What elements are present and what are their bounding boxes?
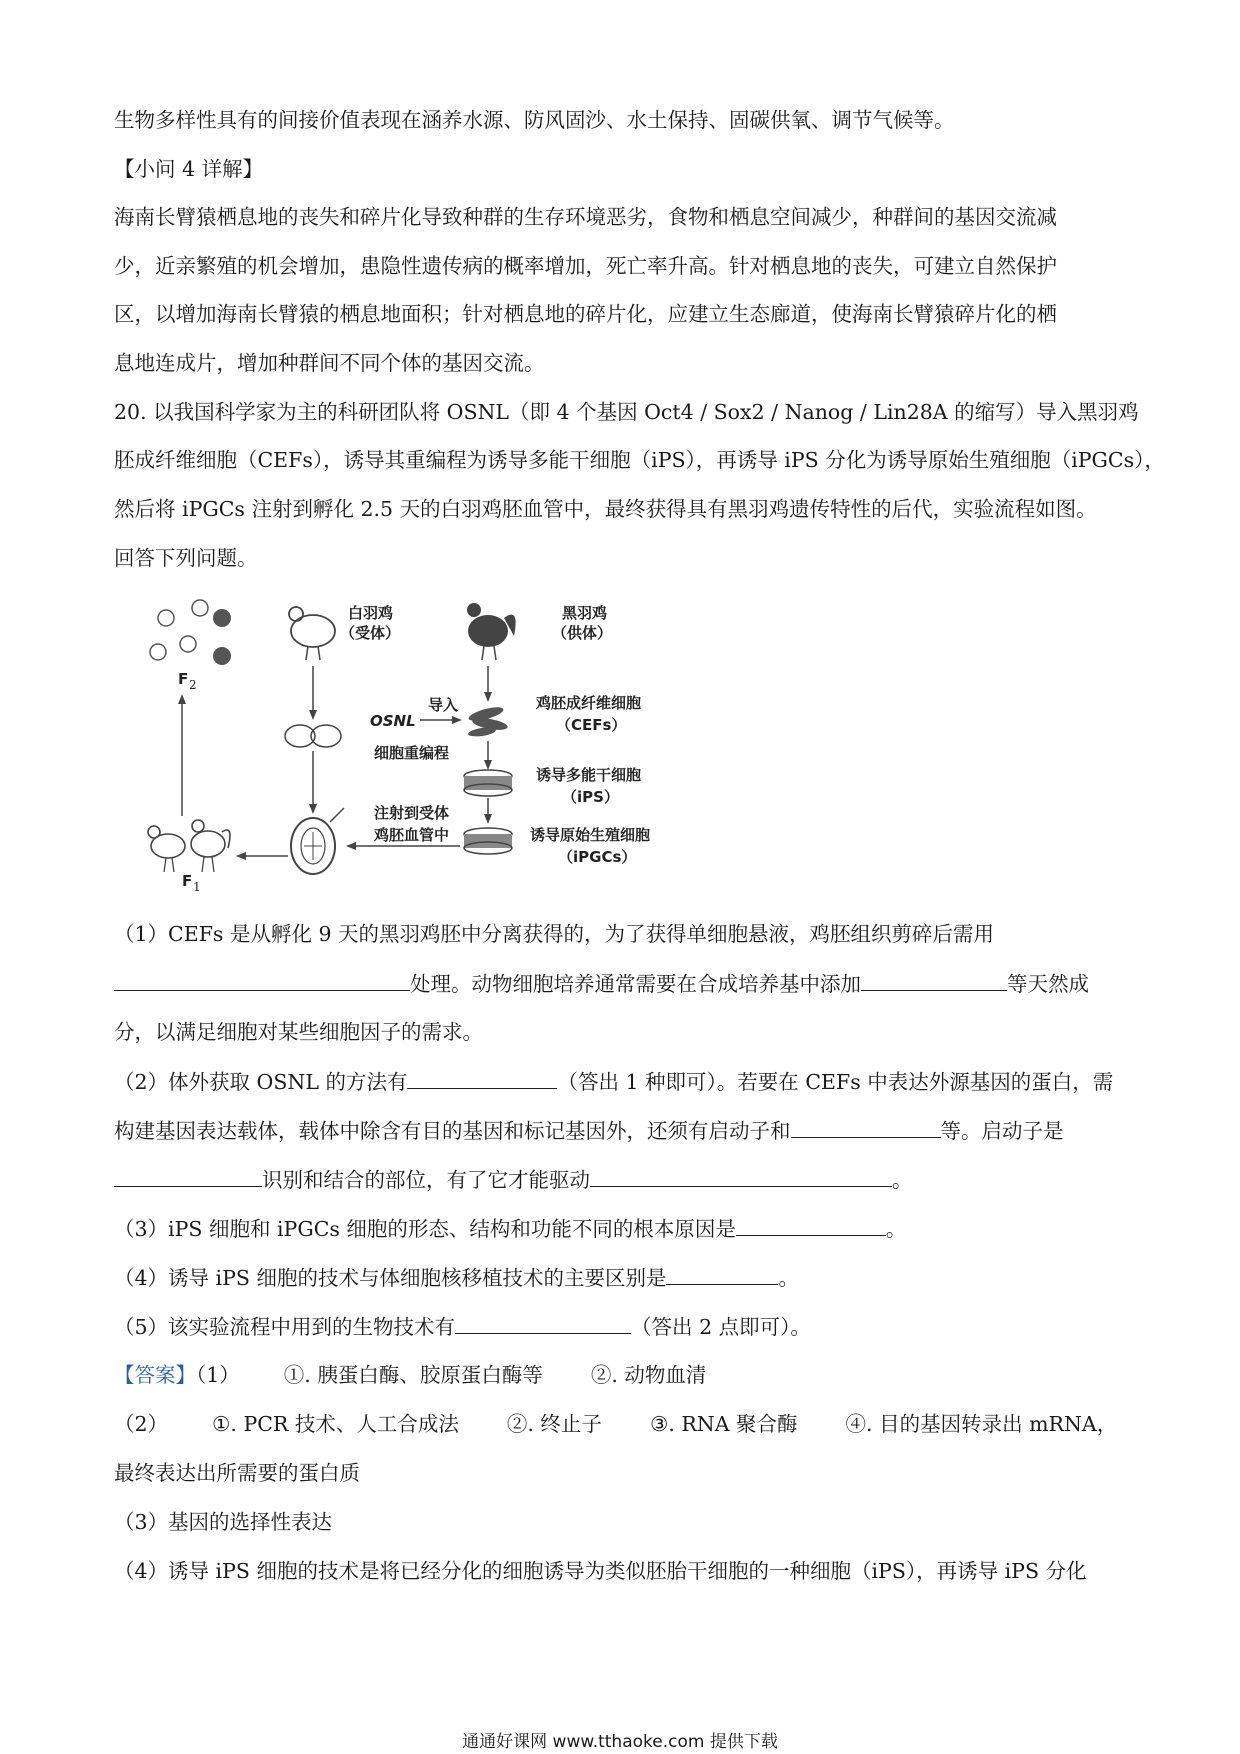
f2-subscript: 2 [189, 678, 197, 692]
recipient-label: （受体） [340, 624, 401, 642]
question-4 [114, 1262, 799, 1293]
section-heading: 【小问 4 详解】 [114, 157, 264, 181]
question-5 [114, 1311, 811, 1342]
answer-blank[interactable] [666, 1262, 778, 1285]
injected-egg-icon [291, 808, 344, 874]
question-2-cont [114, 1164, 913, 1195]
question-stem: 然后将 iPGCs 注射到孵化 2.5 天的白羽鸡胚血管中，最终获得具有黑羽鸡遗传特性的后代，实验流程如图。 [114, 497, 1097, 521]
question-stem: 胚成纤维细胞（CEFs），诱导其重编程为诱导多能干细胞（iPS），再诱导 iPS 分化为诱导原始生殖细胞（iPGCs）， [114, 448, 1165, 472]
white-chicken-label: 白羽鸡 [348, 604, 394, 622]
question-text: 处理。动物细胞培养通常需要在合成培养基中添加 [410, 972, 861, 996]
question-text: 构建基因表达载体，载体中除含有目的基因和标记基因外，还须有启动子和 [114, 1119, 791, 1143]
answer-item: ④. 目的基因转录出 mRNA， [845, 1412, 1118, 1436]
answer-blank[interactable] [861, 968, 1007, 991]
question-text: 。 [892, 1168, 913, 1192]
cefs-cells-icon [467, 705, 508, 738]
cefs-name: 鸡胚成纤维细胞 [536, 694, 642, 712]
paragraph-line: 息地连成片，增加种群间不同个体的基因交流。 [114, 351, 545, 375]
answer-3: （3）基因的选择性表达 [114, 1510, 333, 1534]
cefs-abbr: （CEFs） [556, 716, 627, 734]
answer-2 [114, 1409, 1117, 1439]
question-text: 等。启动子是 [940, 1119, 1064, 1143]
question-text: （4）诱导 iPS 细胞的技术与体细胞核移植技术的主要区别是 [114, 1266, 667, 1290]
osnl-label: OSNL [370, 712, 416, 730]
paragraph-line: 少，近亲繁殖的机会增加，患隐性遗传病的概率增加，死亡率升高。针对栖息地的丧失，可建立自然保护 [114, 254, 1057, 278]
paragraph-line: 区，以增加海南长臂猿的栖息地面积；针对栖息地的碎片化，应建立生态廊道，使海南长臂猿碎片化的栖 [114, 302, 1057, 326]
question-stem: 回答下列问题。 [114, 546, 258, 570]
answer-item: ②. 动物血清 [590, 1363, 707, 1387]
f1-subscript: 1 [193, 880, 201, 894]
reprogram-label: 细胞重编程 [374, 744, 450, 762]
ips-abbr: （iPS） [562, 788, 619, 806]
f2-chicks-icon [150, 600, 231, 665]
f1-label: F [182, 872, 193, 890]
black-chicken-icon [467, 603, 516, 660]
answer-blank[interactable] [590, 1164, 892, 1187]
inject-label-1: 注射到受体 [374, 804, 450, 822]
donor-label: （供体） [552, 624, 613, 642]
answer-blank[interactable] [791, 1115, 941, 1138]
question-1-cont: 分，以满足细胞对某些细胞因子的需求。 [114, 1020, 483, 1044]
inject-label-2: 鸡胚血管中 [374, 826, 450, 844]
question-text: 。 [885, 1217, 907, 1241]
import-label: 导入 [428, 696, 459, 714]
answer-4: （4）诱导 iPS 细胞的技术是将已经分化的细胞诱导为类似胚胎干细胞的一种细胞（iPS），再诱导 iPS 分化 [114, 1559, 1087, 1583]
ipgcs-name: 诱导原始生殖细胞 [530, 826, 651, 844]
answer-2-cont: 最终表达出所需要的蛋白质 [114, 1461, 360, 1485]
ips-dish-icon [464, 770, 512, 796]
answer-blank[interactable] [455, 1311, 631, 1334]
paragraph-line: 生物多样性具有的间接价值表现在涵养水源、防风固沙、水土保持、固碳供氧、调节气候等。 [114, 108, 955, 132]
answer-label: 【答案】 [114, 1363, 196, 1387]
answer-item: ③. RNA 聚合酶 [649, 1412, 798, 1436]
question-text: （3）iPS 细胞和 iPGCs 细胞的形态、结构和功能不同的根本原因是 [114, 1217, 736, 1241]
answer-item: ①. PCR 技术、人工合成法 [212, 1412, 459, 1436]
answer-number: （2） [114, 1412, 169, 1436]
question-text: （2）体外获取 OSNL 的方法有 [114, 1070, 408, 1094]
experiment-flow-diagram [138, 596, 678, 906]
question-text: （5）该实验流程中用到的生物技术有 [114, 1315, 456, 1339]
f2-label: F [178, 670, 189, 688]
question-text: （答出 2 点即可）。 [631, 1315, 811, 1339]
ipgcs-abbr: （iPGCs） [558, 848, 637, 866]
question-text: 。 [778, 1266, 799, 1290]
question-2-cont [114, 1115, 1064, 1146]
answer-blank[interactable] [736, 1213, 886, 1236]
answer-item: ②. 终止子 [506, 1412, 602, 1436]
f1-chickens-icon [148, 820, 230, 872]
answer-blank[interactable] [114, 968, 410, 991]
answer-1 [114, 1360, 706, 1390]
question-text: （答出 1 种即可）。若要在 CEFs 中表达外源基因的蛋白，需 [557, 1070, 1114, 1094]
white-chicken-icon [289, 607, 335, 660]
page-footer: 通通好课网 www.tthaoke.com 提供下载 [462, 1732, 778, 1752]
question-3 [114, 1213, 906, 1244]
paragraph-line: 海南长臂猿栖息地的丧失和碎片化导致种群的生存环境恶劣，食物和栖息空间减少，种群间的基因交流减 [114, 205, 1057, 229]
question-text: 等天然成 [1007, 972, 1089, 996]
question-text: 识别和结合的部位，有了它才能驱动 [262, 1168, 590, 1192]
question-stem: 20. 以我国科学家为主的科研团队将 OSNL（即 4 个基因 Oct4 / Sox2 / Nanog / Lin28A 的缩写）导入黑羽鸡 [114, 400, 1139, 424]
question-2 [114, 1066, 1113, 1097]
answer-blank[interactable] [114, 1164, 262, 1187]
answer-item: ①. 胰蛋白酶、胶原蛋白酶等 [283, 1363, 543, 1387]
ips-name: 诱导多能干细胞 [536, 766, 642, 784]
ipgcs-dish-icon [464, 828, 512, 854]
egg-icon [285, 725, 341, 747]
black-chicken-label: 黑羽鸡 [562, 604, 608, 622]
question-1: （1）CEFs 是从孵化 9 天的黑羽鸡胚中分离获得的，为了获得单细胞悬液，鸡胚组织剪碎后需用 [114, 922, 995, 946]
question-1-cont [114, 968, 1089, 999]
answer-blank[interactable] [407, 1066, 557, 1089]
answer-number: （1） [196, 1363, 240, 1387]
